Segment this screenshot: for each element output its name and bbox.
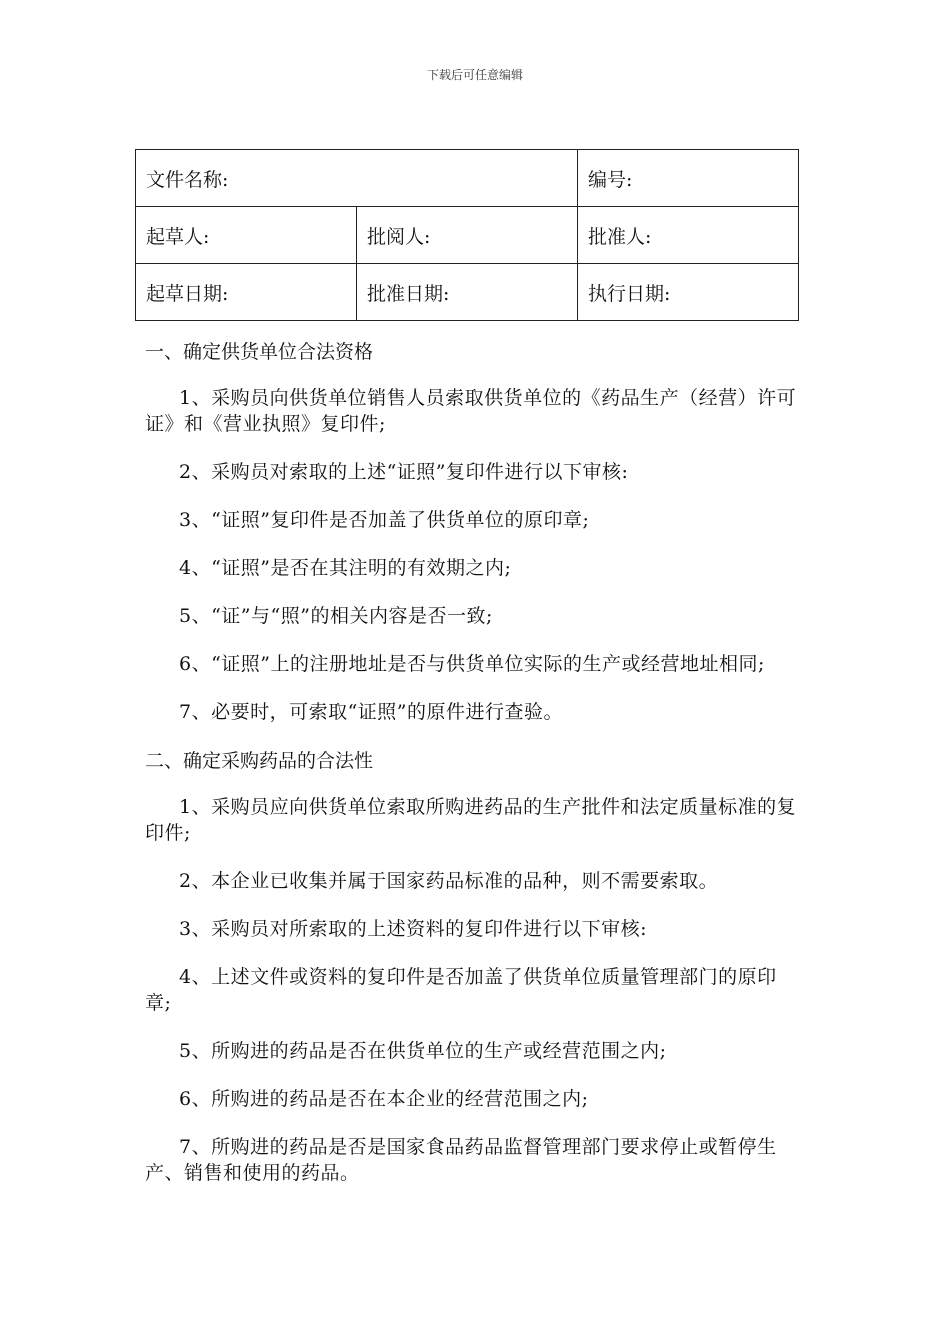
number-cell: 编号: bbox=[578, 150, 799, 207]
document-body bbox=[145, 338, 797, 1208]
section-item: 5、所购进的药品是否在供货单位的生产或经营范围之内; bbox=[179, 1040, 667, 1062]
top-note: 下载后可任意编辑 bbox=[426, 68, 523, 82]
section-item: 6、“证照”上的注册地址是否与供货单位实际的生产或经营地址相同; bbox=[179, 653, 765, 675]
header-row-file bbox=[136, 150, 799, 207]
section-supplier-qualification bbox=[145, 338, 797, 725]
section-item: 1、采购员应向供货单位索取所购进药品的生产批件和法定质量标准的复印件; bbox=[145, 796, 797, 844]
section-heading: 二、确定采购药品的合法性 bbox=[145, 750, 374, 772]
file-name-cell: 文件名称: bbox=[136, 150, 578, 207]
approval-date-cell: 批准日期: bbox=[357, 264, 578, 321]
approver-cell: 批准人: bbox=[578, 207, 799, 264]
section-item: 7、必要时，可索取“证照”的原件进行查验。 bbox=[179, 701, 564, 723]
drafter-cell: 起草人: bbox=[136, 207, 357, 264]
section-item: 3、采购员对所索取的上述资料的复印件进行以下审核: bbox=[179, 918, 647, 940]
section-item: 7、所购进的药品是否是国家食品药品监督管理部门要求停止或暂停生产、销售和使用的药品。 bbox=[145, 1136, 777, 1184]
header-row-dates bbox=[136, 264, 799, 321]
section-item: 4、上述文件或资料的复印件是否加盖了供货单位质量管理部门的原印章; bbox=[145, 966, 777, 1014]
section-item: 1、采购员向供货单位销售人员索取供货单位的《药品生产（经营）许可证》和《营业执照》复印件; bbox=[145, 387, 797, 435]
section-item: 6、所购进的药品是否在本企业的经营范围之内; bbox=[179, 1088, 589, 1110]
section-heading: 一、确定供货单位合法资格 bbox=[145, 341, 374, 363]
section-item: 2、本企业已收集并属于国家药品标准的品种，则不需要索取。 bbox=[179, 870, 719, 892]
reviewer-cell: 批阅人: bbox=[357, 207, 578, 264]
section-item: 3、“证照”复印件是否加盖了供货单位的原印章; bbox=[179, 509, 590, 531]
section-item: 2、采购员对索取的上述“证照”复印件进行以下审核: bbox=[179, 461, 629, 483]
header-row-people bbox=[136, 207, 799, 264]
section-drug-legality bbox=[145, 747, 797, 1186]
draft-date-cell: 起草日期: bbox=[136, 264, 357, 321]
section-item: 4、“证照”是否在其注明的有效期之内; bbox=[179, 557, 512, 579]
document-header-table bbox=[135, 149, 799, 321]
execution-date-cell: 执行日期: bbox=[578, 264, 799, 321]
section-item: 5、“证”与“照”的相关内容是否一致; bbox=[179, 605, 493, 627]
